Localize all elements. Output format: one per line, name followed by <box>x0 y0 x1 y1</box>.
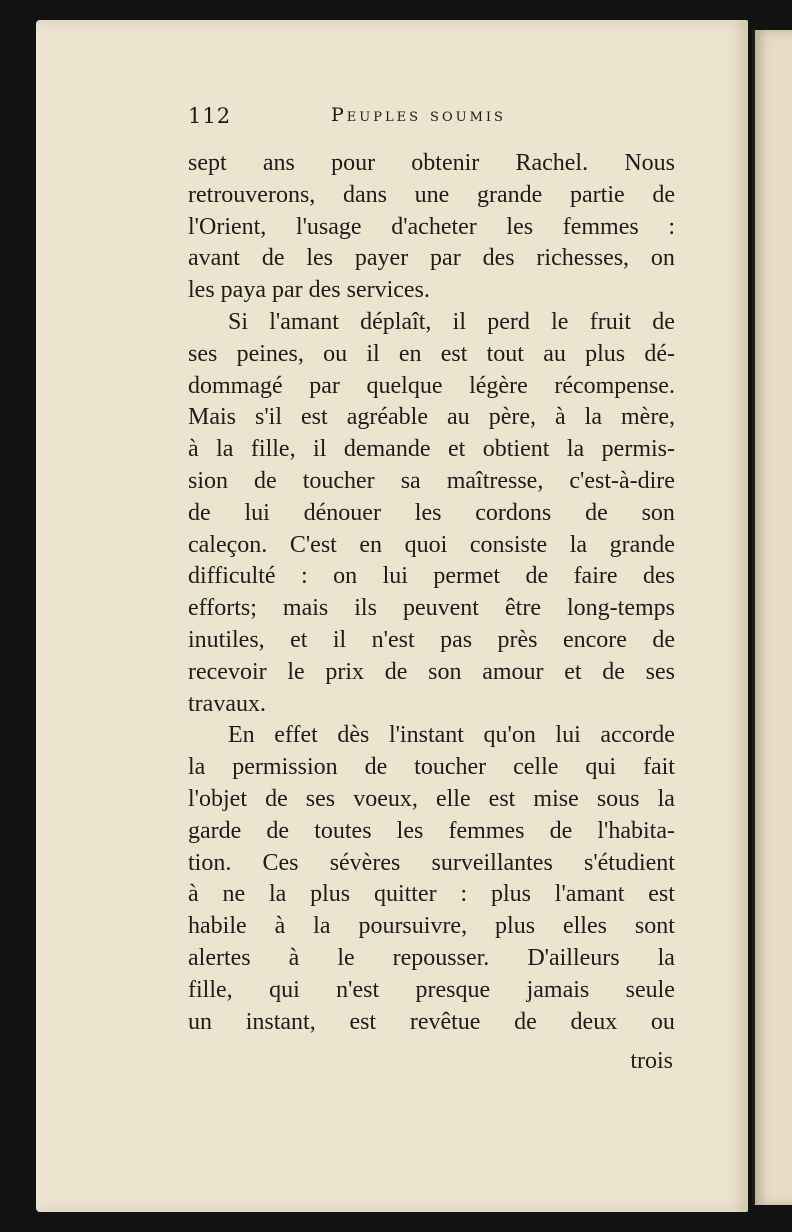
text-line: à la fille, il demande et obtient la permis- <box>188 436 675 463</box>
text-line: un instant, est revêtue de deux ou <box>188 1008 675 1035</box>
text-line: de lui dénouer les cordons de son <box>188 499 675 526</box>
adjacent-page-edge <box>752 30 792 1205</box>
text-line: En effet dès l'instant qu'on lui accorde <box>228 722 675 749</box>
text-line: Mais s'il est agréable au père, à la mère, <box>188 404 675 431</box>
text-line: ses peines, ou il en est tout au plus dé- <box>188 340 675 367</box>
text-line: l'objet de ses voeux, elle est mise sous la <box>188 785 675 812</box>
text-line: recevoir le prix de son amour et de ses <box>188 658 675 685</box>
catchword: trois <box>630 1048 673 1074</box>
text-line: tion. Ces sévères surveillantes s'étudient <box>188 849 675 876</box>
text-line: inutiles, et il n'est pas près encore de <box>188 626 675 653</box>
text-line: retrouverons, dans une grande partie de <box>188 181 675 208</box>
text-line: sion de toucher sa maîtresse, c'est-à-dire <box>188 467 675 494</box>
text-line: l'Orient, l'usage d'acheter les femmes : <box>188 213 675 240</box>
text-line: à ne la plus quitter : plus l'amant est <box>188 881 675 908</box>
text-line: sept ans pour obtenir Rachel. Nous <box>188 150 675 176</box>
text-line: habile à la poursuivre, plus elles sont <box>188 913 675 940</box>
text-line: dommagé par quelque légère récompense. <box>188 372 675 399</box>
running-title: Peuples soumis <box>331 104 506 126</box>
text-line: Si l'amant déplaît, il perd le fruit de <box>228 308 675 335</box>
text-line: avant de les payer par des richesses, on <box>188 245 675 272</box>
text-line: alertes à le repousser. D'ailleurs la <box>188 944 675 971</box>
text-line: les paya par des services. <box>188 277 430 304</box>
text-line: travaux. <box>188 690 266 717</box>
text-line: efforts; mais ils peuvent être long-temps <box>188 595 675 622</box>
page-number: 112 <box>188 104 232 128</box>
text-line: caleçon. C'est en quoi consiste la grande <box>188 531 675 558</box>
text-line: fille, qui n'est presque jamais seule <box>188 976 675 1003</box>
text-line: difficulté : on lui permet de faire des <box>188 563 675 590</box>
page-header <box>188 104 678 134</box>
body-text <box>188 148 675 1038</box>
text-line: garde de toutes les femmes de l'habita- <box>188 817 675 844</box>
text-line: la permission de toucher celle qui fait <box>188 754 675 781</box>
